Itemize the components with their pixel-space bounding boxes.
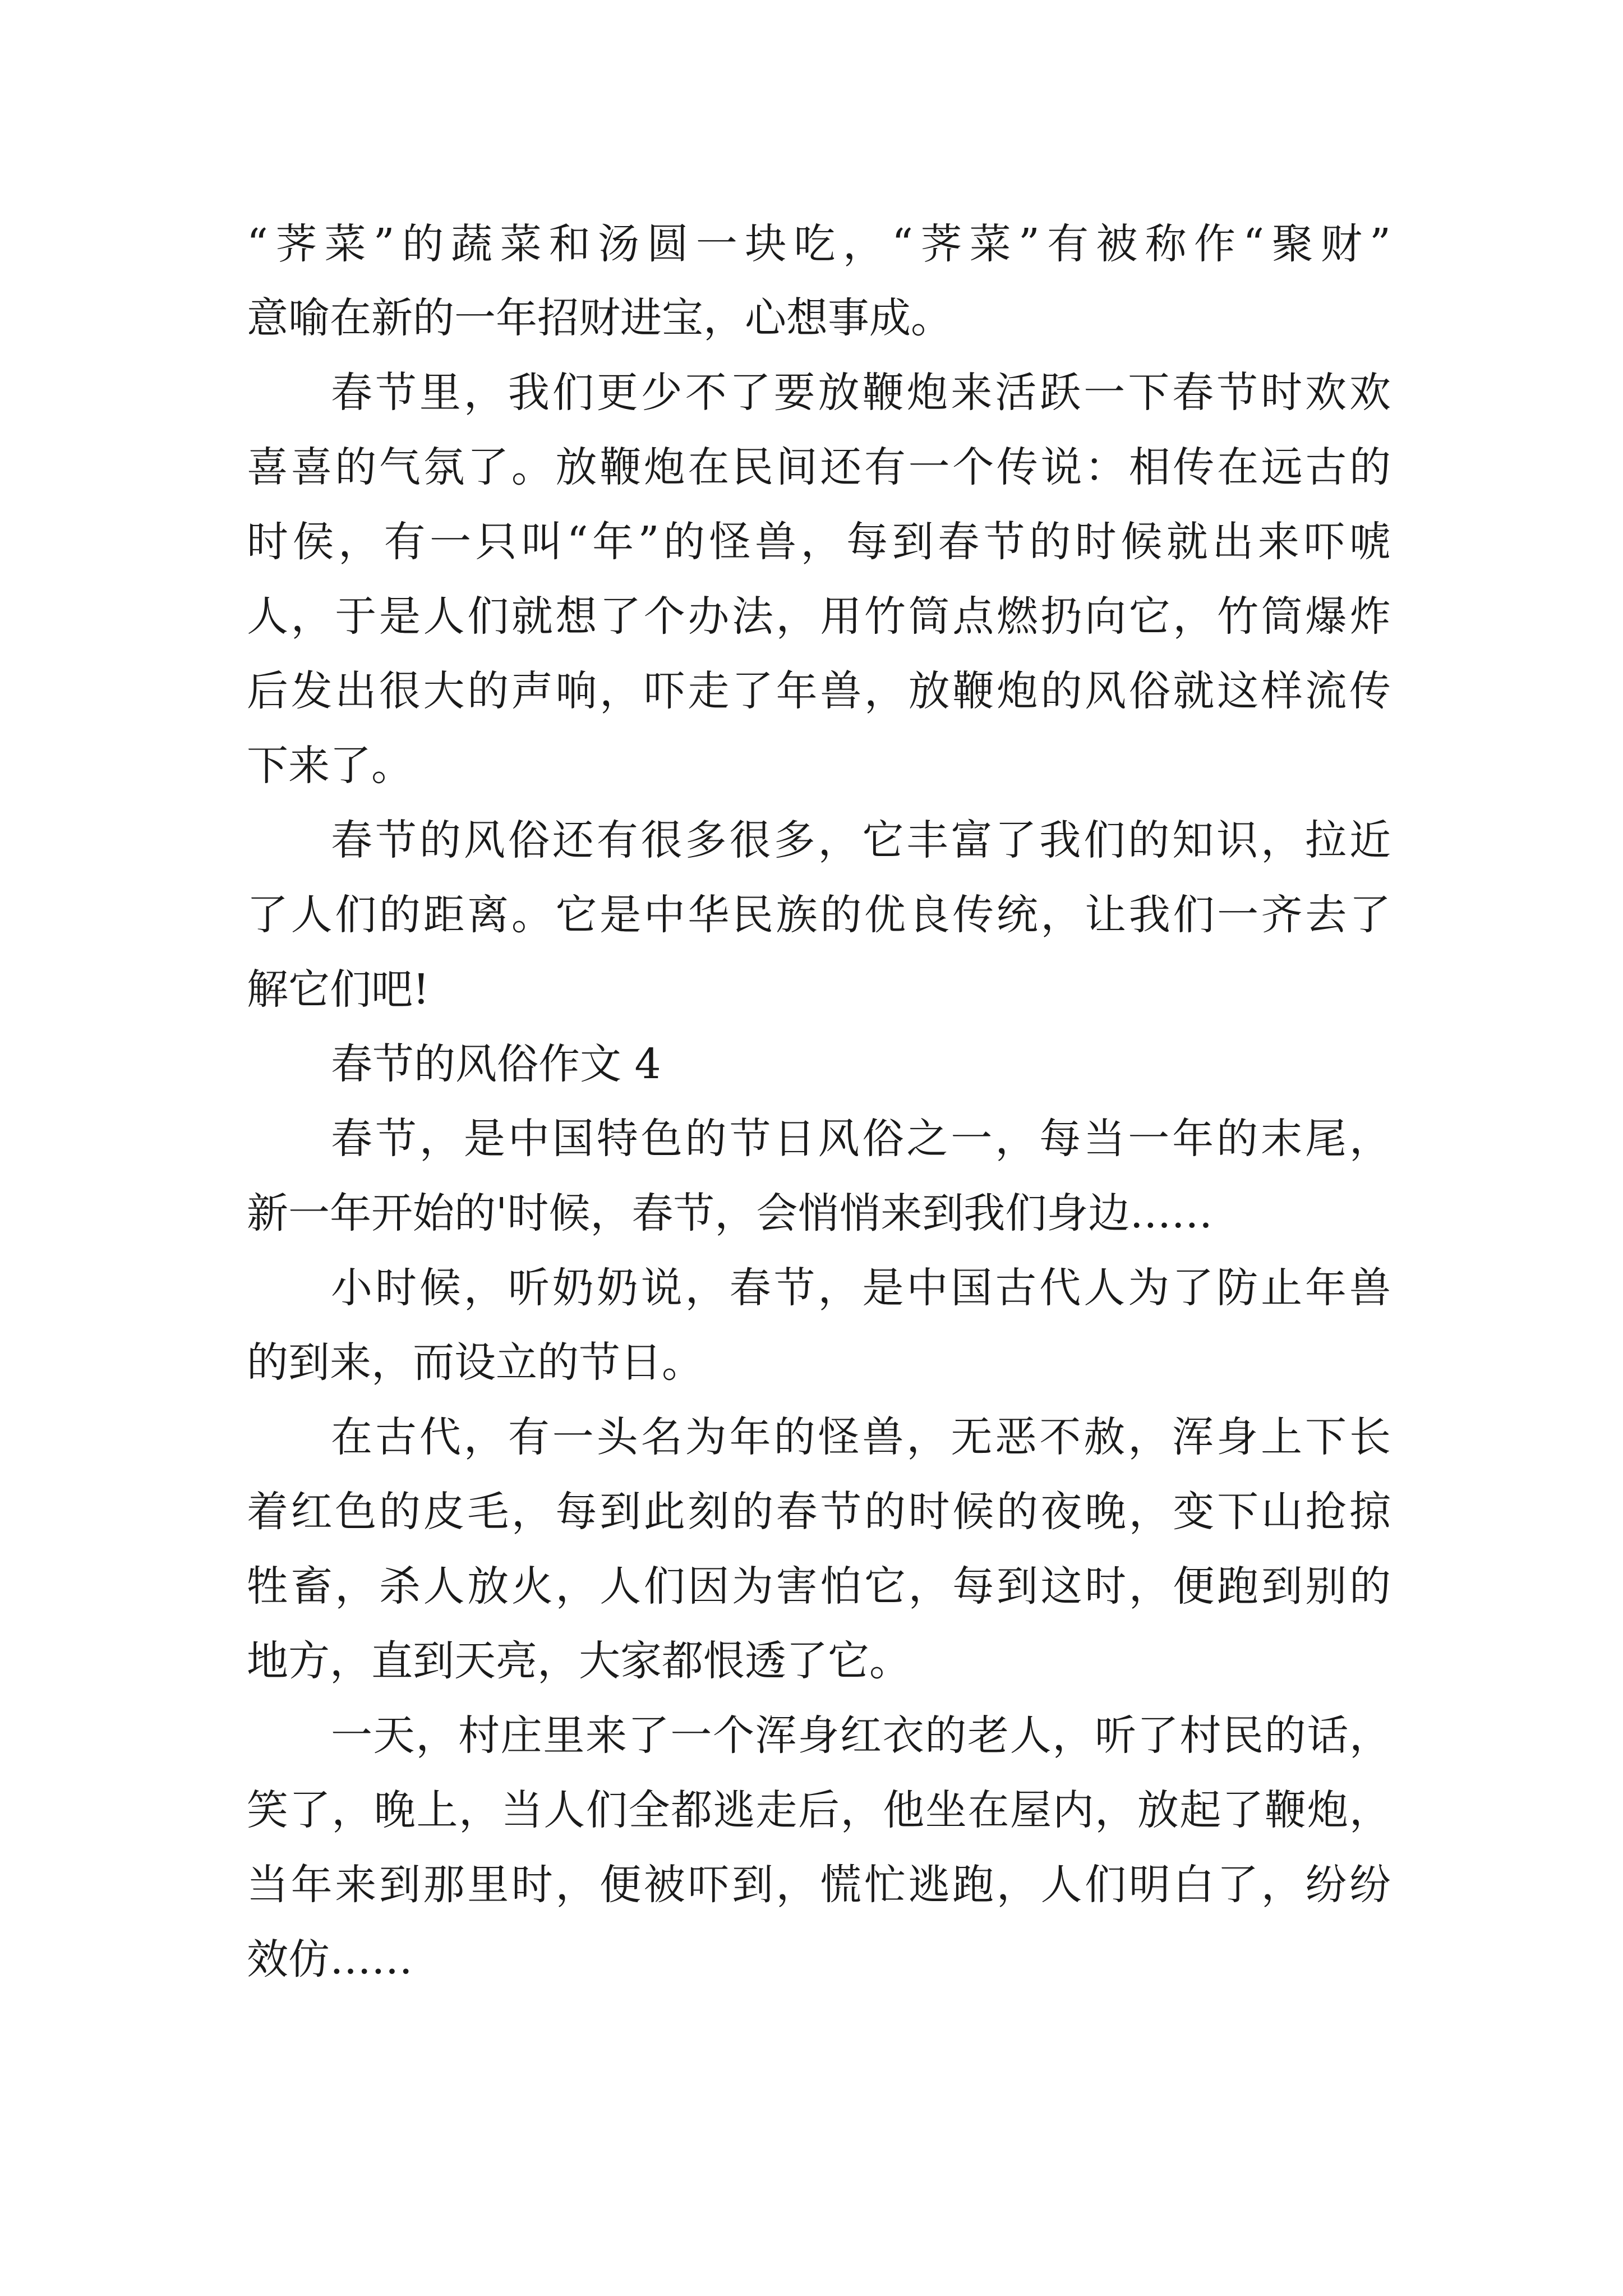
text-line: 小时候，听奶奶说，春节，是中国古代人为了防止年兽 [331, 1264, 1391, 1312]
text-line: 喜喜的气氛了。放鞭炮在民间还有一个传说：相传在远古的 [247, 443, 1391, 491]
text-line: 地方，直到天亮，大家都恨透了它。 [247, 1637, 911, 1685]
text-line: 在古代，有一头名为年的怪兽，无恶不赦，浑身上下长 [331, 1413, 1391, 1461]
section-heading: 春节的风俗作文 4 [331, 1040, 661, 1088]
text-line: 的到来，而设立的节日。 [247, 1338, 703, 1387]
text-line: 笑了，晚上，当人们全都逃走后，他坐在屋内，放起了鞭炮， [247, 1786, 1391, 1834]
text-line: 解它们吧! [247, 965, 430, 1014]
text-line: 一天，村庄里来了一个浑身红衣的老人，听了村民的话， [331, 1711, 1391, 1760]
text-line: “荠菜”的蔬菜和汤圆一块吃，“荠菜”有被称作“聚财” [247, 220, 1391, 268]
text-line: 了人们的距离。它是中华民族的优良传统，让我们一齐去了 [247, 891, 1391, 939]
text-line: 当年来到那里时，便被吓到，慌忙逃跑，人们明白了，纷纷 [247, 1861, 1391, 1909]
text-line: 牲畜，杀人放火，人们因为害怕它，每到这时，便跑到别的 [247, 1562, 1391, 1611]
text-line: 意喻在新的一年招财进宝，心想事成。 [247, 294, 952, 342]
text-line: 后发出很大的声响，吓走了年兽，放鞭炮的风俗就这样流传 [247, 667, 1391, 715]
text-line: 新一年开始的'时候，春节，会悄悄来到我们身边…… [247, 1189, 1213, 1237]
text-line: 春节的风俗还有很多很多，它丰富了我们的知识，拉近 [331, 816, 1391, 864]
text-line: 着红色的皮毛，每到此刻的春节的时候的夜晚，变下山抢掠 [247, 1488, 1391, 1536]
text-line: 春节里，我们更少不了要放鞭炮来活跃一下春节时欢欢 [331, 369, 1391, 417]
text-line: 下来了。 [247, 742, 413, 790]
text-line: 春节，是中国特色的节日风俗之一，每当一年的末尾， [331, 1115, 1391, 1163]
text-line: 时侯，有一只叫“年”的怪兽，每到春节的时候就出来吓唬 [247, 518, 1391, 566]
text-line: 人，于是人们就想了个办法，用竹筒点燃扔向它，竹筒爆炸 [247, 592, 1391, 641]
text-line: 效仿…… [247, 1935, 413, 1984]
